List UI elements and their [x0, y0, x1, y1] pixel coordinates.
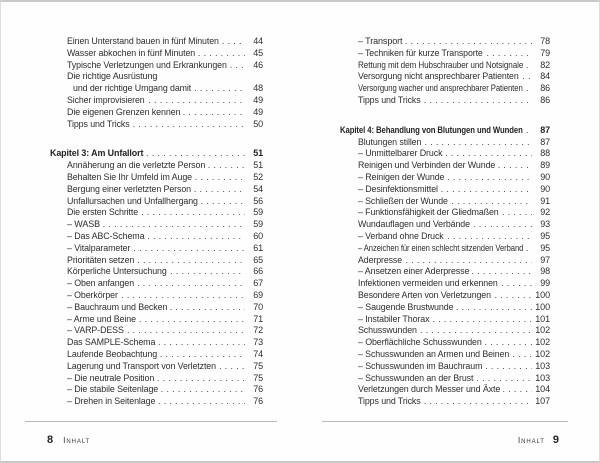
toc-entry-row: [50, 184, 263, 196]
dot-leader: [526, 125, 532, 137]
dot-leader: [230, 60, 245, 72]
toc-page-number: 52: [253, 171, 263, 182]
toc-page-number: 95: [540, 242, 550, 253]
toc-entry-title: – Das ABC-Schema: [67, 230, 145, 241]
toc-page-number: 91: [540, 195, 550, 206]
dot-leader: [405, 36, 532, 48]
toc-entry-title: – Schusswunden an der Brust: [358, 372, 474, 383]
toc-page-number: 98: [540, 266, 550, 277]
dot-leader: [456, 302, 532, 314]
toc-page-number: 101: [535, 313, 550, 324]
toc-page-number: 99: [540, 278, 550, 289]
toc-entry-title: Kapitel 4: Behandlung von Blutungen und Wunden: [340, 124, 523, 135]
toc-page-number: 84: [540, 71, 550, 82]
dot-leader: [133, 119, 245, 131]
dot-leader: [502, 207, 532, 219]
toc-entry-title: – Funktionsfähigkeit der Gliedmaßen: [358, 207, 499, 218]
dot-leader: [195, 172, 245, 184]
toc-page-number: 60: [253, 230, 263, 241]
toc-page-number: 100: [535, 289, 550, 300]
toc-chapter-row: [50, 148, 263, 160]
dot-leader: [137, 278, 245, 290]
toc-page-number: 73: [253, 337, 263, 348]
toc-entry-row: [340, 384, 550, 396]
toc-entry-row: [340, 36, 550, 48]
toc-entry-row: [340, 302, 550, 314]
dot-leader: [526, 83, 532, 95]
dot-leader: [147, 231, 245, 243]
toc-page-number: 90: [540, 171, 550, 182]
toc-entry-row: [340, 349, 550, 361]
toc-entry-row: [50, 36, 263, 48]
footer-rule-right: [322, 421, 568, 422]
toc-page-number: 86: [540, 94, 550, 105]
toc-entry-title: Wasser abkochen in fünf Minuten: [67, 47, 196, 58]
toc-entry-row: [50, 314, 263, 326]
toc-entry-row: [340, 373, 550, 385]
toc-entry-row: [340, 148, 550, 160]
toc-entry-title: – Drehen in Seitenlage: [67, 396, 156, 407]
toc-page-number: 69: [253, 289, 263, 300]
toc-entry-row: [50, 48, 263, 60]
toc-entry-row: [50, 231, 263, 243]
toc-page-number: 70: [253, 301, 263, 312]
toc-page-number: 66: [253, 266, 263, 277]
dot-leader: [424, 95, 532, 107]
toc-entry-row: [340, 255, 550, 267]
dot-leader: [158, 396, 245, 408]
toc-entry-title: – Techniken für kurze Transporte: [358, 47, 483, 58]
toc-entry-row: [340, 83, 550, 95]
toc-entry-row: [340, 231, 550, 243]
toc-page-number: 54: [253, 183, 263, 194]
toc-entry-title: Versorgung nicht ansprechbarer Patienten: [358, 71, 519, 82]
toc-entry-title: Aderpresse: [358, 254, 403, 265]
dot-leader: [183, 107, 245, 119]
dot-leader: [424, 137, 532, 149]
toc-entry-row: [340, 266, 550, 278]
toc-entry-row: [50, 266, 263, 278]
dot-leader: [161, 384, 245, 396]
toc-entry-title: Lagerung und Transport von Verletzten: [67, 360, 216, 371]
dot-leader: [405, 255, 532, 267]
toc-page-number: 86: [540, 83, 550, 94]
toc-entry-row: [50, 71, 263, 83]
toc-page-number: 75: [253, 372, 263, 383]
toc-column-page-9: [340, 36, 550, 408]
dot-leader: [170, 266, 245, 278]
dot-leader: [432, 314, 532, 326]
toc-page-number: 56: [253, 195, 263, 206]
dot-leader: [121, 290, 245, 302]
dot-leader: [522, 71, 532, 83]
dot-leader: [498, 160, 532, 172]
toc-entry-title: – Reinigen der Wunde: [358, 171, 445, 182]
toc-page-number: 79: [540, 47, 550, 58]
toc-page-number: 67: [253, 278, 263, 289]
toc-entry-title: – Instabiler Thorax: [358, 313, 430, 324]
toc-page-number: 65: [253, 254, 263, 265]
toc-entry-row: [50, 302, 263, 314]
toc-entry-title: – Oben anfangen: [67, 278, 135, 289]
toc-entry-title: – Schließen der Wunde: [358, 195, 448, 206]
dot-leader: [194, 184, 245, 196]
toc-entry-row: [340, 71, 550, 83]
toc-page-number: 95: [540, 230, 550, 241]
toc-entry-row: [50, 278, 263, 290]
toc-page-number: 59: [253, 207, 263, 218]
dot-leader: [208, 160, 245, 172]
toc-page-number: 76: [253, 396, 263, 407]
toc-entry-title: Wundauflagen und Verbände: [358, 219, 470, 230]
toc-page-number: 103: [535, 372, 550, 383]
toc-entry-title: Typische Verletzungen und Erkrankungen: [67, 59, 227, 70]
toc-entry-row: [50, 337, 263, 349]
toc-entry-title: und der richtige Umgang damit: [73, 83, 192, 94]
toc-entry-title: Versorgung wacher und ansprechbarer Patienten: [358, 83, 523, 94]
toc-entry-row: [50, 107, 263, 119]
toc-entry-title: – Ansetzen einer Aderpresse: [358, 266, 470, 277]
toc-page-number: 78: [540, 36, 550, 46]
toc-entry-title: – Schusswunden an Armen und Beinen: [358, 348, 510, 359]
toc-column-page-8: [50, 36, 263, 408]
toc-entry-title: – Oberkörper: [67, 289, 118, 300]
toc-page-number: 72: [253, 325, 263, 336]
toc-entry-title: Behalten Sie Ihr Umfeld im Auge: [67, 171, 192, 182]
toc-entry-row: [340, 184, 550, 196]
toc-page-number: 49: [253, 106, 263, 117]
toc-entry-title: – Vitalparameter: [67, 242, 131, 253]
toc-entry-row: [50, 207, 263, 219]
dot-leader: [201, 196, 245, 208]
dot-leader: [512, 349, 532, 361]
toc-page-number: 44: [253, 36, 263, 46]
dot-leader: [222, 36, 245, 48]
toc-page-number: 102: [535, 325, 550, 336]
toc-entry-row: [50, 119, 263, 131]
toc-entry-row: [50, 95, 263, 107]
toc-entry-title: – Transport: [358, 36, 403, 46]
dot-leader: [198, 48, 245, 60]
toc-page-number: 89: [540, 160, 550, 171]
toc-page-number: 51: [253, 148, 263, 159]
dot-leader: [420, 325, 532, 337]
page-number-right: 9: [552, 434, 559, 446]
toc-entry-title: Körperliche Untersuchung: [67, 266, 167, 277]
toc-entry-row: [340, 243, 550, 255]
dot-leader: [526, 243, 532, 255]
toc-entry-row: [340, 278, 550, 290]
toc-entry-title: Die eigenen Grenzen kennen: [67, 106, 181, 117]
toc-entry-title: Infektionen vermeiden und erkennen: [358, 278, 498, 289]
toc-entry-row: [340, 196, 550, 208]
toc-entry-title: Kapitel 3: Am Unfallort: [50, 148, 144, 159]
toc-entry-title: Tipps und Tricks: [67, 118, 130, 129]
toc-entry-title: – Die neutrale Position: [67, 372, 155, 383]
dot-leader: [148, 95, 245, 107]
toc-entry-title: – Desinfektionsmittel: [358, 183, 438, 194]
toc-page-number: 102: [535, 337, 550, 348]
dot-leader: [194, 83, 245, 95]
toc-entry-row: [340, 207, 550, 219]
dot-leader: [486, 48, 532, 60]
toc-entry-row: [50, 219, 263, 231]
dot-leader: [424, 396, 532, 408]
toc-entry-title: Die ersten Schritte: [67, 207, 139, 218]
toc-entry-row: [340, 95, 550, 107]
toc-page-number: 45: [253, 47, 263, 58]
toc-entry-row: [340, 219, 550, 231]
toc-entry-row: [50, 373, 263, 385]
toc-entry-row: [340, 361, 550, 373]
footer-label-right: Inhalt: [517, 435, 545, 445]
toc-entry-row: [50, 60, 263, 72]
toc-entry-title: – WASB: [67, 219, 101, 230]
toc-page-number: 90: [540, 183, 550, 194]
toc-entry-row: [50, 290, 263, 302]
toc-entry-title: Annäherung an die verletzte Person: [67, 160, 206, 171]
toc-entry-row: [340, 48, 550, 60]
dot-leader: [139, 314, 245, 326]
toc-page-number: 50: [253, 118, 263, 129]
dot-leader: [494, 290, 532, 302]
toc-page-number: 76: [253, 384, 263, 395]
toc-entry-title: Blutungen stillen: [358, 136, 422, 147]
dot-leader: [219, 361, 245, 373]
toc-page-number: 59: [253, 219, 263, 230]
dot-leader: [160, 349, 245, 361]
toc-page-number: 104: [535, 384, 550, 395]
toc-entry-title: – Schusswunden im Bauchraum: [358, 360, 483, 371]
toc-page-number: 93: [540, 219, 550, 230]
toc-page-number: 46: [253, 59, 263, 70]
dot-leader: [127, 325, 245, 337]
toc-entry-title: – Saugende Brustwunde: [358, 301, 454, 312]
toc-page-number: 71: [253, 313, 263, 324]
toc-page-number: 103: [535, 360, 550, 371]
toc-page-number: 87: [540, 136, 550, 147]
toc-entry-row: [340, 172, 550, 184]
dot-leader: [503, 384, 532, 396]
dot-leader: [103, 219, 245, 231]
toc-entry-title: Einen Unterstand bauen in fünf Minuten: [67, 36, 219, 46]
dot-leader: [485, 337, 533, 349]
footer-rule-left: [25, 421, 277, 422]
toc-entry-row: [50, 160, 263, 172]
dot-leader: [133, 243, 245, 255]
toc-entry-row: [340, 314, 550, 326]
toc-page-number: 51: [253, 160, 263, 171]
dot-leader: [445, 148, 532, 160]
toc-entry-row: [50, 384, 263, 396]
toc-entry-row: [340, 60, 550, 72]
toc-page-number: 49: [253, 94, 263, 105]
dot-leader: [441, 184, 532, 196]
toc-entry-title: – VARP-DESS: [67, 325, 124, 336]
toc-entry-row: [50, 349, 263, 361]
toc-page-number: 48: [253, 83, 263, 94]
toc-entry-row: [50, 243, 263, 255]
toc-page-number: 97: [540, 254, 550, 265]
toc-entry-title: – Anzeichen für einen schlecht sitzenden Verband: [358, 242, 524, 253]
dot-leader: [485, 361, 532, 373]
toc-entry-title: Bergung einer verletzten Person: [67, 183, 191, 194]
toc-page-number: 87: [540, 124, 550, 135]
toc-page-number: 74: [253, 348, 263, 359]
dot-leader: [447, 231, 532, 243]
dot-leader: [146, 148, 245, 160]
dot-leader: [451, 196, 532, 208]
toc-entry-row: [50, 172, 263, 184]
toc-entry-title: Verletzungen durch Messer und Äxte: [358, 384, 501, 395]
toc-entry-title: Laufende Beobachtung: [67, 348, 158, 359]
dot-leader: [476, 373, 532, 385]
toc-page-number: 75: [253, 360, 263, 371]
toc-entry-row: [340, 396, 550, 408]
toc-entry-row: [50, 361, 263, 373]
toc-entry-title: Die richtige Ausrüstung: [67, 71, 158, 82]
toc-entry-title: Rettung mit dem Hubschrauber und Notsignale: [358, 59, 524, 70]
page-footer-left: [47, 430, 90, 448]
toc-entry-title: – Oberflächliche Schusswunden: [358, 337, 482, 348]
toc-entry-title: – Unmittelbarer Druck: [358, 148, 443, 159]
dot-leader: [158, 337, 245, 349]
toc-entry-title: Unfallursachen und Unfallhergang: [67, 195, 198, 206]
toc-entry-title: Schusswunden: [358, 325, 417, 336]
toc-entry-title: – Bauchraum und Becken: [67, 301, 168, 312]
toc-entry-title: Reinigen und Verbinden der Wunde: [358, 160, 496, 171]
toc-page-number: 92: [540, 207, 550, 218]
toc-entry-row: [50, 196, 263, 208]
toc-chapter-row: [340, 125, 550, 137]
toc-entry-title: – Verband ohne Druck: [358, 230, 444, 241]
toc-entry-row: [340, 160, 550, 172]
toc-entry-title: Sicher improvisieren: [67, 94, 145, 105]
toc-entry-row: [340, 337, 550, 349]
page-number-left: 8: [47, 434, 54, 446]
toc-page-number: 82: [540, 59, 550, 70]
page-footer-right: [322, 430, 559, 448]
dot-leader: [526, 60, 532, 72]
toc-entry-title: Prioritäten setzen: [67, 254, 135, 265]
toc-entry-row: [340, 290, 550, 302]
dot-leader: [473, 219, 532, 231]
toc-entry-row: [340, 325, 550, 337]
toc-page-number: 102: [535, 348, 550, 359]
toc-entry-row: [340, 137, 550, 149]
dot-leader: [137, 255, 245, 267]
dot-leader: [501, 278, 532, 290]
dot-leader: [170, 302, 245, 314]
toc-entry-title: Tipps und Tricks: [358, 94, 421, 105]
toc-entry-title: Besondere Arten von Verletzungen: [358, 289, 491, 300]
dot-leader: [157, 373, 245, 385]
toc-entry-row: [50, 83, 263, 95]
toc-page-number: 88: [540, 148, 550, 159]
toc-page-number: 107: [535, 396, 550, 407]
dot-leader: [447, 172, 532, 184]
footer-label-left: Inhalt: [63, 435, 91, 445]
toc-entry-title: Tipps und Tricks: [358, 396, 421, 407]
toc-page-number: 61: [253, 242, 263, 253]
toc-page-number: 100: [535, 301, 550, 312]
dot-leader: [141, 207, 245, 219]
toc-entry-row: [50, 255, 263, 267]
dot-leader: [472, 266, 532, 278]
toc-entry-title: – Arme und Beine: [67, 313, 136, 324]
toc-entry-title: – Die stabile Seitenlage: [67, 384, 159, 395]
toc-entry-row: [50, 325, 263, 337]
toc-entry-title: Das SAMPLE-Schema: [67, 337, 156, 348]
toc-entry-row: [50, 396, 263, 408]
